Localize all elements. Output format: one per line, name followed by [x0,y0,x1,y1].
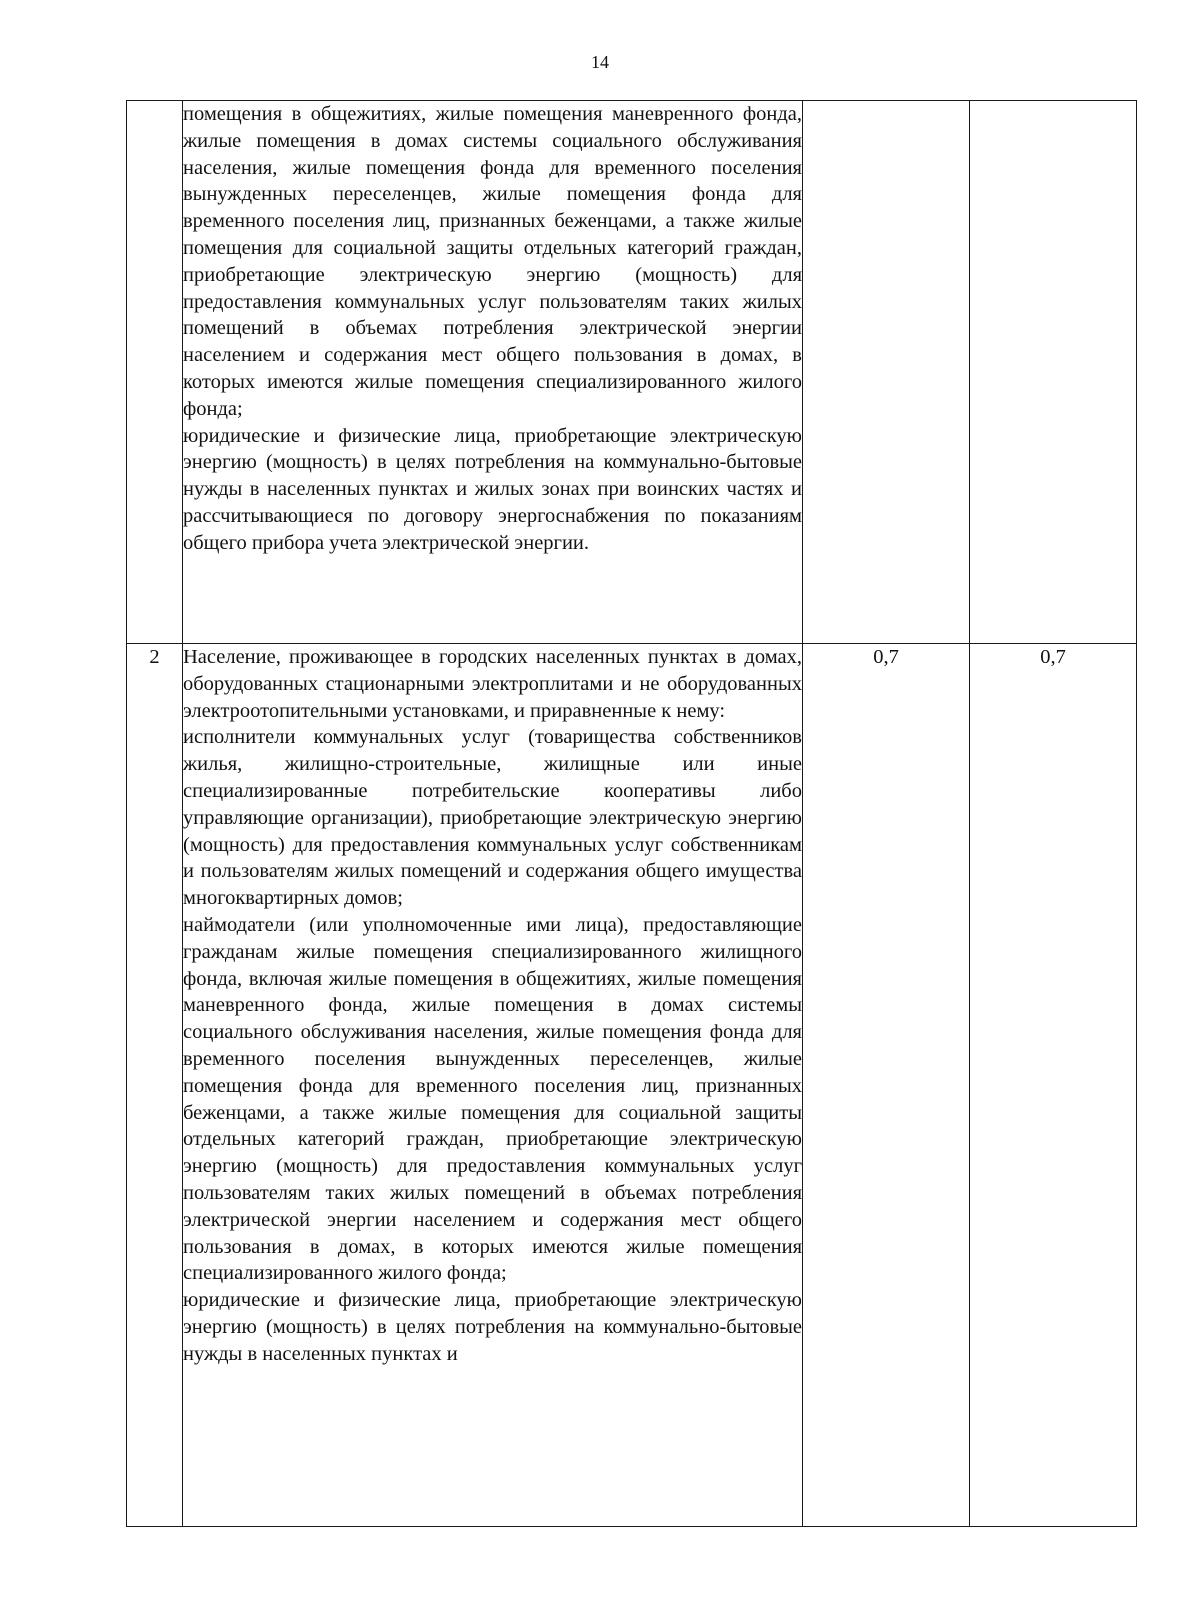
row-number-cell: 2 [127,644,183,1527]
table-row [127,101,1137,644]
row-number-cell [127,101,183,644]
description-paragraph: исполнители коммунальных услуг (товарищества собственников жилья, жилищно-строительные, жилищные или иные специализированные потребительские кооперативы либо управляющие организации), приобретающие электрическую энергию (мощность) для предоставления коммунальных услуг собственникам и пользователям жилых помещений и содержания общего имущества многоквартирных домов; [183,726,802,910]
value-cell-2 [970,101,1137,644]
row-description-cell [183,644,803,1527]
value-cell-2: 0,7 [970,644,1137,1527]
description-paragraph: юридические и физические лица, приобретающие электрическую энергию (мощность) в целях потребления на коммунально-бытовые нужды в населенных пунктах и жилых зонах при воинских частях и рассчитывающиеся по договору энергоснабжения по показаниям общего прибора учета электрической энергии. [183,424,802,554]
table-row [127,644,1137,1527]
row-description-cell [183,101,803,644]
description-paragraph: помещения в общежитиях, жилые помещения маневренного фонда, жилые помещения в домах системы социального обслуживания населения, жилые помещения фонда для временного поселения вынужденных переселенцев, жилые помещения фонда для временного поселения лиц, признанных беженцами, а также жилые помещения для социальной защиты отдельных категорий граждан, приобретающие электрическую энергию (мощность) для предоставления коммунальных услуг пользователям таких жилых помещений в объемах потребления электрической энергии населением и содержания мест общего пользования в домах, в которых имеются жилые помещения специализированного жилого фонда; [183,103,802,420]
value-cell-1: 0,7 [803,644,970,1527]
page-number: 14 [591,52,609,72]
tariff-table [126,100,1137,1527]
description-paragraph: наймодатели (или уполномоченные ими лица), предоставляющие гражданам жилые помещения специализированного жилищного фонда, включая жилые помещения в общежитиях, жилые помещения маневренного фонда, жилые помещения в домах системы социального обслуживания населения, жилые помещения фонда для временного поселения вынужденных переселенцев, жилые помещения фонда для временного поселения лиц, признанных беженцами, а также жилые помещения для социальной защиты отдельных категорий граждан, приобретающие электрическую энергию (мощность) для предоставления коммунальных услуг пользователям таких жилых помещений в объемах потребления электрической энергии населением и содержания мест общего пользования в домах, в которых имеются жилые помещения специализированного жилого фонда; [183,913,802,1285]
description-paragraph: юридические и физические лица, приобретающие электрическую энергию (мощность) в целях потребления на коммунально-бытовые нужды в населенных пунктах и [183,1289,802,1365]
description-paragraph: Население, проживающее в городских населенных пунктах в домах, оборудованных стационарными электроплитами и не оборудованных электроотопительными установками, и приравненные к нему: [183,646,802,722]
value-cell-1 [803,101,970,644]
